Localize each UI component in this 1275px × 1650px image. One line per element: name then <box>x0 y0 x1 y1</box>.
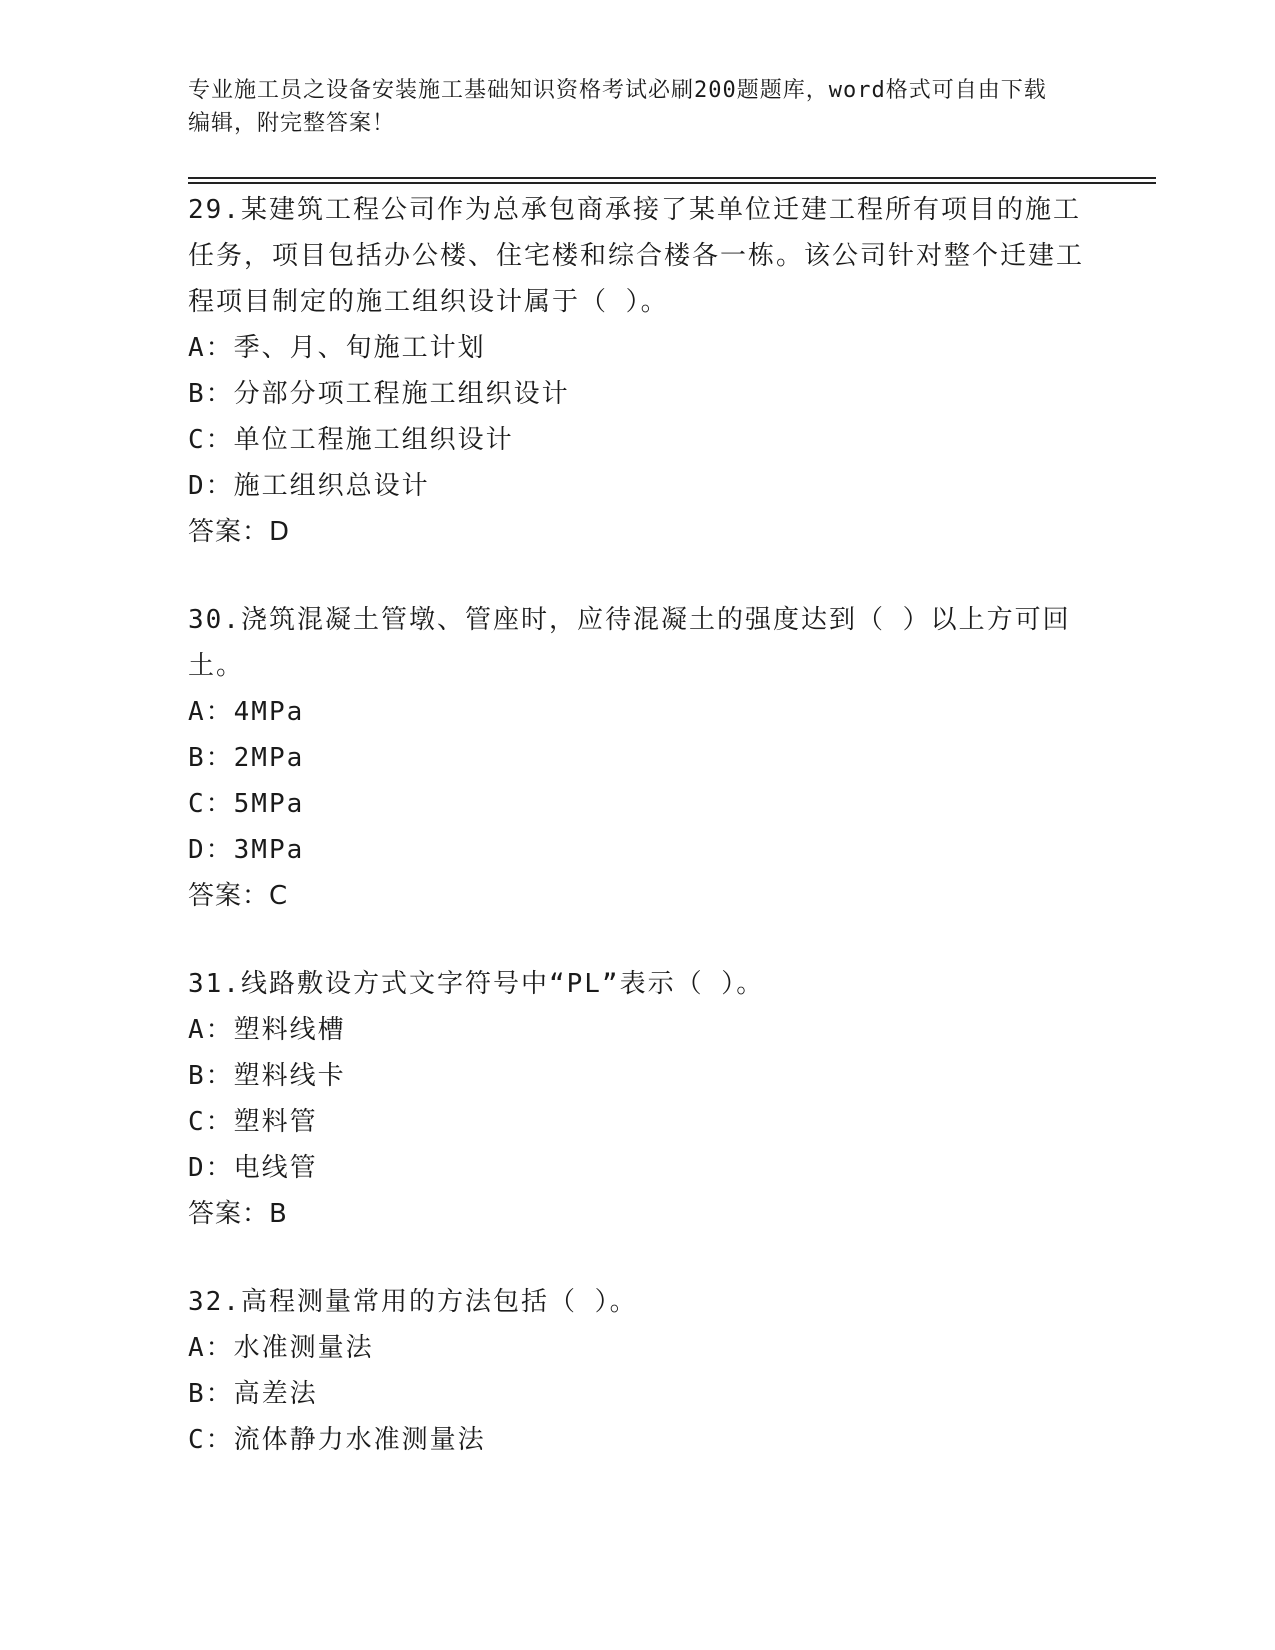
option-b <box>188 1053 1088 1099</box>
header-divider-top <box>188 177 1156 179</box>
option-letter: A： <box>188 333 234 363</box>
option-text: 施工组织总设计 <box>233 471 430 501</box>
option-letter: B： <box>188 1379 234 1409</box>
option-c <box>188 1099 1088 1145</box>
document-header: 专业施工员之设备安装施工基础知识资格考试必刷200题题库，word格式可自由下载编辑，附完整答案！ <box>188 78 1047 136</box>
option-text: 电线管 <box>233 1153 318 1183</box>
option-letter: C： <box>188 1425 234 1455</box>
option-text: 流体静力水准测量法 <box>233 1425 486 1455</box>
answer-line: 答案：B <box>188 1199 288 1229</box>
option-b <box>188 371 1088 417</box>
option-text: 塑料线槽 <box>233 1015 346 1045</box>
option-a <box>188 325 1088 371</box>
option-text: 季、月、旬施工计划 <box>233 333 486 363</box>
option-c <box>188 417 1088 463</box>
option-text: 塑料管 <box>233 1107 318 1137</box>
option-letter: A： <box>188 1333 234 1363</box>
option-c <box>188 1417 1088 1463</box>
option-letter: A： <box>188 1015 234 1045</box>
option-letter: A： <box>188 697 234 727</box>
option-text: 单位工程施工组织设计 <box>233 425 514 455</box>
option-letter: D： <box>188 471 234 501</box>
option-d <box>188 463 1088 509</box>
option-text: 3MPa <box>233 835 305 865</box>
question-stem: 29.某建筑工程公司作为总承包商承接了某单位迁建工程所有项目的施工任务，项目包括办公楼、住宅楼和综合楼各一栋。该公司针对整个迁建工程项目制定的施工组织设计属于（ ）。 <box>188 195 1085 317</box>
option-letter: D： <box>188 835 234 865</box>
option-a <box>188 1007 1088 1053</box>
option-text: 分部分项工程施工组织设计 <box>233 379 570 409</box>
question-stem: 30.浇筑混凝土管墩、管座时，应待混凝土的强度达到（ ）以上方可回土。 <box>188 605 1071 681</box>
option-text: 2MPa <box>233 743 305 773</box>
question-list <box>188 187 1088 1505</box>
question-stem: 32.高程测量常用的方法包括（ ）。 <box>188 1287 638 1317</box>
option-text: 水准测量法 <box>233 1333 374 1363</box>
option-letter: C： <box>188 1107 234 1137</box>
option-c <box>188 781 1088 827</box>
option-letter: B： <box>188 1061 234 1091</box>
option-b <box>188 735 1088 781</box>
option-letter: D： <box>188 1153 234 1183</box>
option-letter: B： <box>188 743 234 773</box>
option-a <box>188 1325 1088 1371</box>
option-text: 5MPa <box>233 789 305 819</box>
question-31 <box>188 961 1088 1237</box>
question-32 <box>188 1279 1088 1463</box>
option-b <box>188 1371 1088 1417</box>
option-letter: C： <box>188 789 234 819</box>
option-text: 高差法 <box>233 1379 318 1409</box>
question-29 <box>188 187 1088 555</box>
option-d <box>188 1145 1088 1191</box>
option-a <box>188 689 1088 735</box>
option-letter: B： <box>188 379 234 409</box>
question-30 <box>188 597 1088 919</box>
answer-line: 答案：C <box>188 881 289 911</box>
option-letter: C： <box>188 425 234 455</box>
option-d <box>188 827 1088 873</box>
option-text: 塑料线卡 <box>233 1061 346 1091</box>
question-stem: 31.线路敷设方式文字符号中“PL”表示（ ）。 <box>188 969 765 999</box>
header-divider-bottom <box>188 182 1156 184</box>
answer-line: 答案：D <box>188 517 291 547</box>
option-text: 4MPa <box>233 697 305 727</box>
